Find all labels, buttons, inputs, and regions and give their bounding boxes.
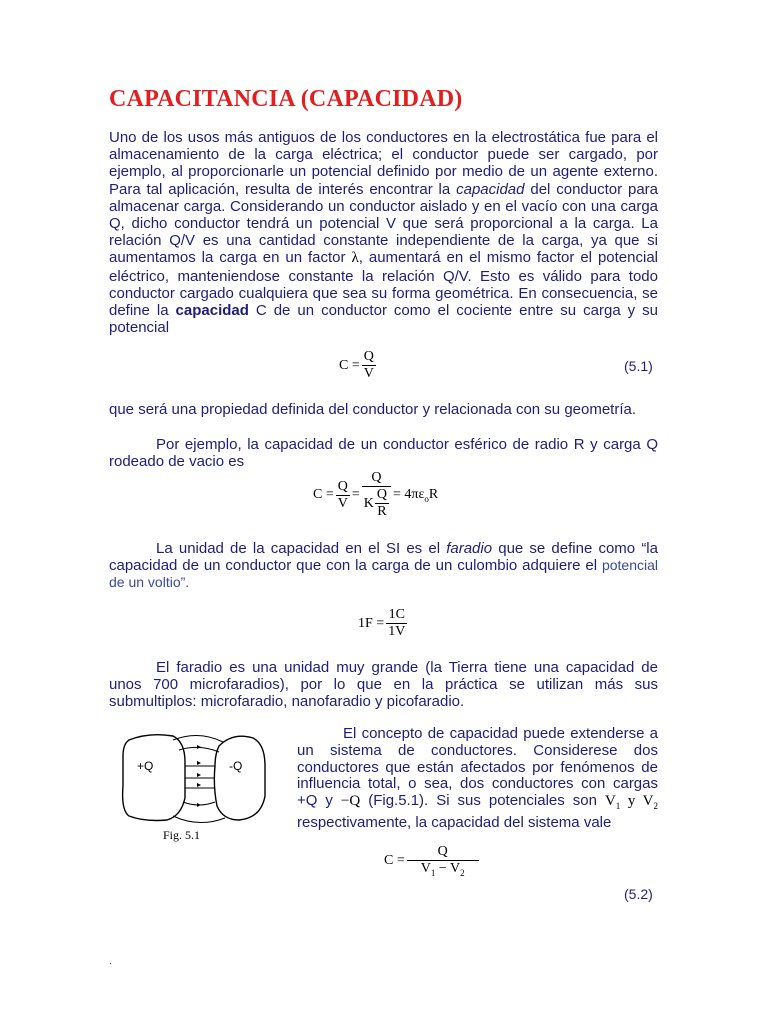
right-charge-label: -Q — [229, 759, 243, 773]
v2-symbol — [642, 793, 659, 812]
eq-lhs: C = — [339, 357, 360, 373]
paragraph-example: Por ejemplo, la capacidad de un conductor esférico de radio R y carga Q rodeado de vacio es — [109, 436, 658, 471]
eq-lhs: C = — [313, 487, 334, 502]
numerator: Q — [363, 349, 374, 364]
page-title: CAPACITANCIA (CAPACIDAD) — [109, 86, 463, 112]
text-run: El concepto de capacidad puede extenderse a un sistema de conductores. Considerese dos conductores que están afectados por fenómenos de influencia total, o sea, dos conductores con cargas +Q y — [297, 725, 658, 810]
denominator — [362, 487, 391, 520]
bold-term: capacidad — [175, 302, 249, 320]
equals-sign: = — [351, 487, 360, 502]
numerator: Q — [337, 478, 348, 494]
eq-rhs — [393, 487, 438, 504]
lambda-symbol: λ — [351, 250, 359, 267]
field-arrows — [197, 745, 201, 807]
fraction — [362, 349, 376, 382]
rhs-text: = 4πε — [393, 486, 425, 502]
equation-sphere — [313, 470, 438, 520]
v1-symbol — [604, 793, 621, 812]
compound-fraction — [362, 470, 391, 520]
paragraph-units: El faradio es una unidad muy grande (la Tierra tiene una capacidad de unos 700 microfaradios), por lo que en la práctica se utilizan más sus submultiplos: microfaradio, nanofaradio y picofaradio. — [109, 659, 658, 711]
equation-number: (5.1) — [624, 358, 653, 374]
k-symbol: K — [363, 495, 374, 511]
text-run: Uno de los usos más antiguos de los conductores en la electrostática fue para el almacenamiento de la carga eléctrica; el conductor puede ser cargado, por ejemplo, al proporcionarle un potencial definido por medio de un agente externo. Para tal aplicación, resulta de interés encontrar la — [109, 129, 658, 198]
minus-q: −Q — [340, 793, 361, 810]
equation-farad — [358, 607, 407, 640]
text-run: potencial de un voltio”. — [109, 557, 658, 591]
text-run: C de un conductor como el cociente entre su carga y su potencial — [109, 302, 658, 337]
denominator: 1V — [388, 624, 406, 639]
equation-5-2 — [384, 844, 479, 878]
numerator: Q — [407, 844, 479, 861]
equation-number: (5.2) — [624, 886, 653, 902]
fraction — [407, 844, 479, 878]
v-letter: V — [642, 793, 654, 810]
paragraph-geometry: que será una propiedad definida del conductor y relacionada con su geometría. — [109, 401, 637, 418]
paragraph-system — [297, 726, 658, 832]
text-run: , aumentará en el mismo factor el potencial eléctrico, manteniendose constante la relación Q/V. Esto es válido para todo conductor cargado cualquiera que sea su forma geométrica. En consecuencia, se define la — [109, 249, 659, 320]
left-charge-label: +Q — [137, 759, 154, 773]
subscript: 1 — [615, 801, 621, 812]
conjunction: y — [620, 793, 643, 810]
denominator — [407, 861, 479, 878]
intro-paragraph — [109, 129, 658, 336]
minus-v: − V — [435, 861, 461, 876]
numerator: 1C — [386, 607, 407, 624]
rhs-end: R — [428, 486, 439, 502]
denominator: V — [363, 366, 374, 381]
fraction — [386, 607, 407, 640]
left-conductor — [123, 735, 185, 821]
equation-5-1 — [339, 349, 376, 382]
subscript: 2 — [653, 801, 659, 812]
v-letter: V — [420, 861, 431, 876]
subscript: o — [424, 493, 429, 504]
subscript: 1 — [430, 867, 436, 878]
numerator: Q — [376, 487, 388, 502]
italic-term: capacidad — [456, 180, 525, 198]
figure-5-1 — [115, 726, 285, 850]
text-run: (Fig.5.1). Si sus potenciales son — [360, 792, 605, 810]
denominator: V — [337, 495, 348, 511]
denominator: R — [377, 504, 387, 519]
text-run: que se define como “la capacidad de un conductor que con la carga de un culombio adquiere el — [109, 540, 658, 575]
eq-lhs: C = — [384, 852, 405, 868]
italic-term: faradio — [446, 540, 493, 557]
eq-lhs: 1F = — [358, 615, 385, 631]
figure-caption: Fig. 5.1 — [163, 828, 201, 842]
inner-fraction — [375, 487, 389, 520]
right-conductor — [214, 736, 265, 820]
footer-mark: . — [109, 956, 112, 967]
numerator: Q — [362, 470, 391, 487]
paragraph-faradio — [109, 540, 658, 592]
text-run: La unidad de la capacidad en el SI es el — [156, 540, 447, 557]
text-run: respectivamente, la capacidad del sistema vale — [297, 813, 612, 831]
text-run: del conductor para almacenar carga. Considerando un conductor aislado y en el vacío con una carga Q, dicho conductor tendrá un potencial V que será proporcional a la carga. La relación Q/V es una cantidad constante independiente de la carga, ya que si aumentamos la carga en un factor — [109, 180, 659, 267]
fraction — [336, 479, 350, 512]
subscript: 2 — [460, 867, 465, 878]
v-letter: V — [604, 793, 616, 810]
